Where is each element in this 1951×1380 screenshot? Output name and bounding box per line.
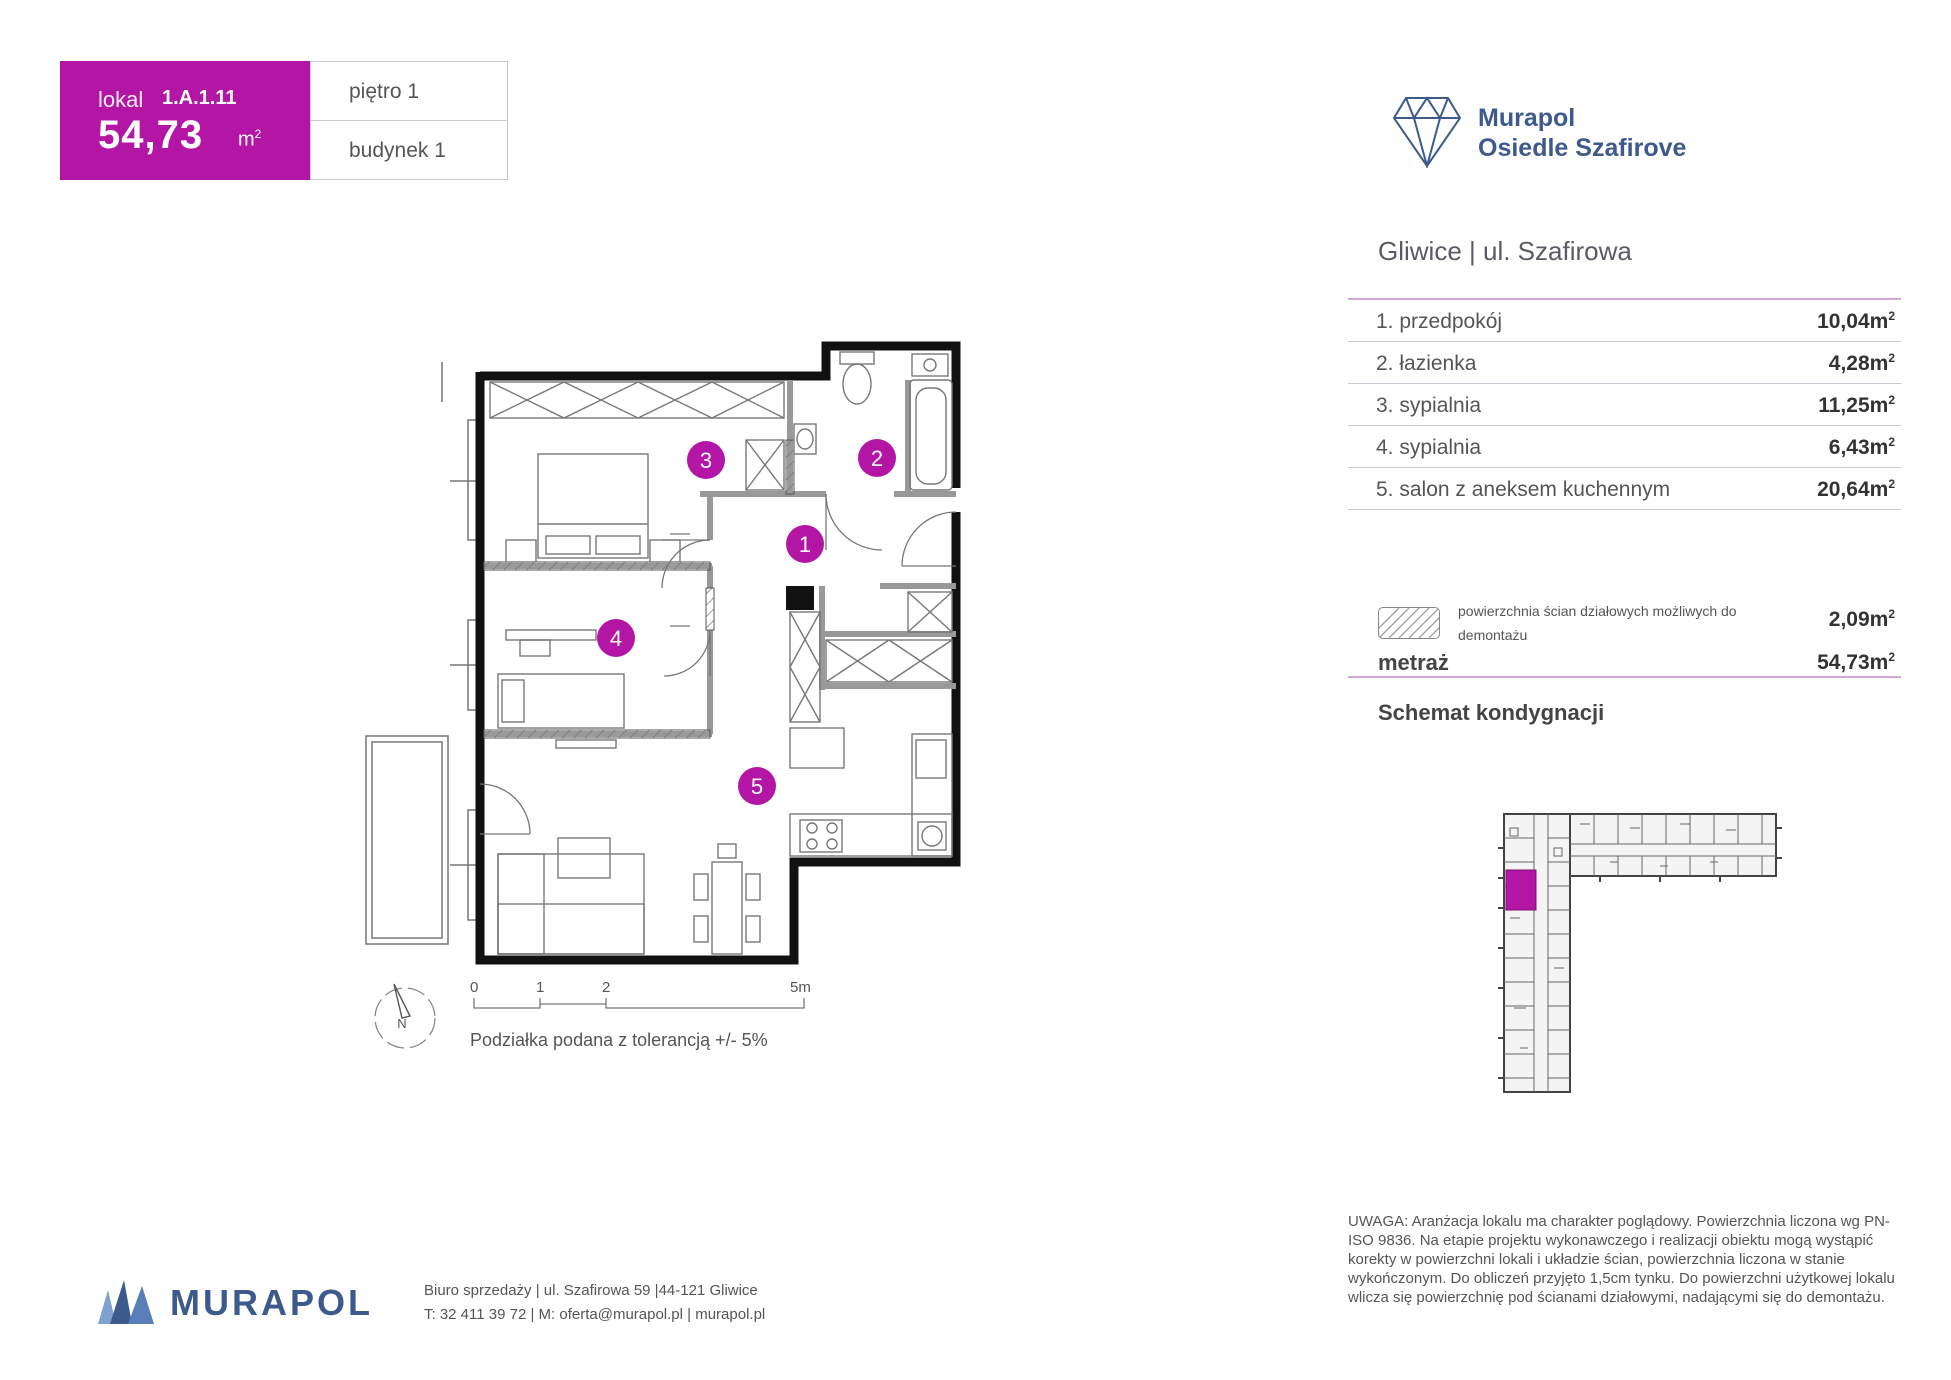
balcony (366, 736, 448, 944)
room-label: 1. przedpokój (1376, 310, 1503, 333)
toilet-icon (840, 352, 874, 404)
lokal-code: 1.A.1.11 (162, 87, 237, 109)
sales-office-contact: T: 32 411 39 72 | M: oferta@murapol.pl | murapol.pl (424, 1306, 766, 1323)
divider (1348, 676, 1901, 678)
table-row (1348, 341, 1901, 383)
lokal-label: lokal (98, 87, 144, 112)
room-marker-4: 4 (609, 626, 623, 651)
compass-label: N (397, 1016, 407, 1031)
room-area-table (1348, 298, 1901, 510)
unit-summary-card (60, 61, 310, 180)
table-row (1348, 467, 1901, 510)
brand-estate-name: Osiedle Szafirove (1478, 134, 1687, 162)
room-label: 3. sypialnia (1376, 394, 1482, 417)
wardrobes (490, 382, 952, 722)
floor-plan (360, 340, 980, 980)
room-area: $20,64m^2$ (1817, 477, 1895, 501)
location-label: Gliwice | ul. Szafirowa (1378, 236, 1632, 266)
table-row (1348, 383, 1901, 425)
scale-tolerance-note: Podziałka podana z tolerancją +/- 5% (470, 1030, 768, 1050)
hatch-legend-icon (1378, 607, 1440, 639)
room-marker-2: 2 (870, 446, 884, 471)
diamond-logo-icon (1392, 96, 1462, 168)
kitchen-counter (790, 728, 952, 856)
room-area: $4,28m^2$ (1828, 351, 1895, 375)
room-marker-5: 5 (750, 774, 764, 799)
room-area: $10,04m^2$ (1817, 309, 1895, 333)
murapol-logo-icon (98, 1280, 156, 1324)
room-label: 4. sypialnia (1376, 436, 1482, 459)
sink-icon (794, 424, 816, 454)
building-label: budynek 1 (349, 139, 446, 162)
sales-office-address: Biuro sprzedaży | ul. Szafirowa 59 |44-121 Gliwice (424, 1282, 758, 1299)
room-label: 5. salon z aneksem kuchennym (1376, 478, 1671, 501)
interior-walls (484, 380, 956, 734)
exterior-walls (480, 346, 956, 960)
demolishable-walls (484, 440, 794, 738)
demontaz-description: powierzchnia ścian działowych możliwych do demontażu (1458, 603, 1737, 643)
scale-bar (464, 976, 824, 1022)
sofa-icon (498, 854, 644, 954)
scale-tick-5m: 5m (790, 979, 811, 996)
room-label: 2. łazienka (1376, 352, 1477, 375)
floor-scheme-map (1490, 808, 1790, 1098)
brand-name: Murapol (1478, 104, 1576, 132)
structural-column (786, 586, 814, 610)
compass-icon (366, 978, 444, 1056)
demontaz-area: $2,09m^2$ (1828, 607, 1895, 631)
metraz-area: $54,73m^2$ (1817, 650, 1895, 674)
scale-tick-2: 2 (602, 979, 611, 996)
room-marker-1: 1 (798, 532, 812, 557)
scale-tick-1: 1 (536, 979, 545, 996)
room-area: $11,25m^2$ (1818, 393, 1895, 417)
door-swings (480, 494, 956, 834)
unit-area-unit: $m^2$ (238, 127, 262, 151)
murapol-logo-text: MURAPOL (170, 1282, 373, 1323)
table-row (1348, 425, 1901, 467)
unit-highlight (1506, 870, 1536, 910)
floor-scheme-title: Schemat kondygnacji (1378, 700, 1605, 725)
tv-cabinet-icon (556, 740, 616, 748)
dining-table-icon (694, 844, 760, 954)
floor-label: piętro 1 (311, 62, 507, 121)
room-marker-3: 3 (699, 448, 713, 473)
metraz-label: metraż (1378, 650, 1449, 675)
room-area: $6,43m^2$ (1828, 435, 1895, 459)
scale-tick-0: 0 (470, 979, 479, 996)
unit-location-card (310, 61, 508, 180)
coffee-table-icon (558, 838, 610, 878)
unit-area-value: 54,73 (98, 113, 204, 157)
bathtub-icon (910, 354, 952, 490)
disclaimer-note: UWAGA: Aranżacja lokalu ma charakter poglądowy. Powierzchnia liczona wg PN-ISO 9836. Na etapie projektu wykonawczego i realizacji obiektu mogą wystąpić korekty w powierzchni lokali i układzie ścian, powierzchnia liczona w stanie wykończonym. Do obliczeń przyjęto 1,5cm tynku. Do powierzchni użytkowej lokalu wlicza się powierzchnię pod ścianami działowymi, nadającymi się do demontażu. (1348, 1213, 1895, 1306)
double-bed-icon (506, 454, 680, 562)
table-row (1348, 298, 1901, 341)
